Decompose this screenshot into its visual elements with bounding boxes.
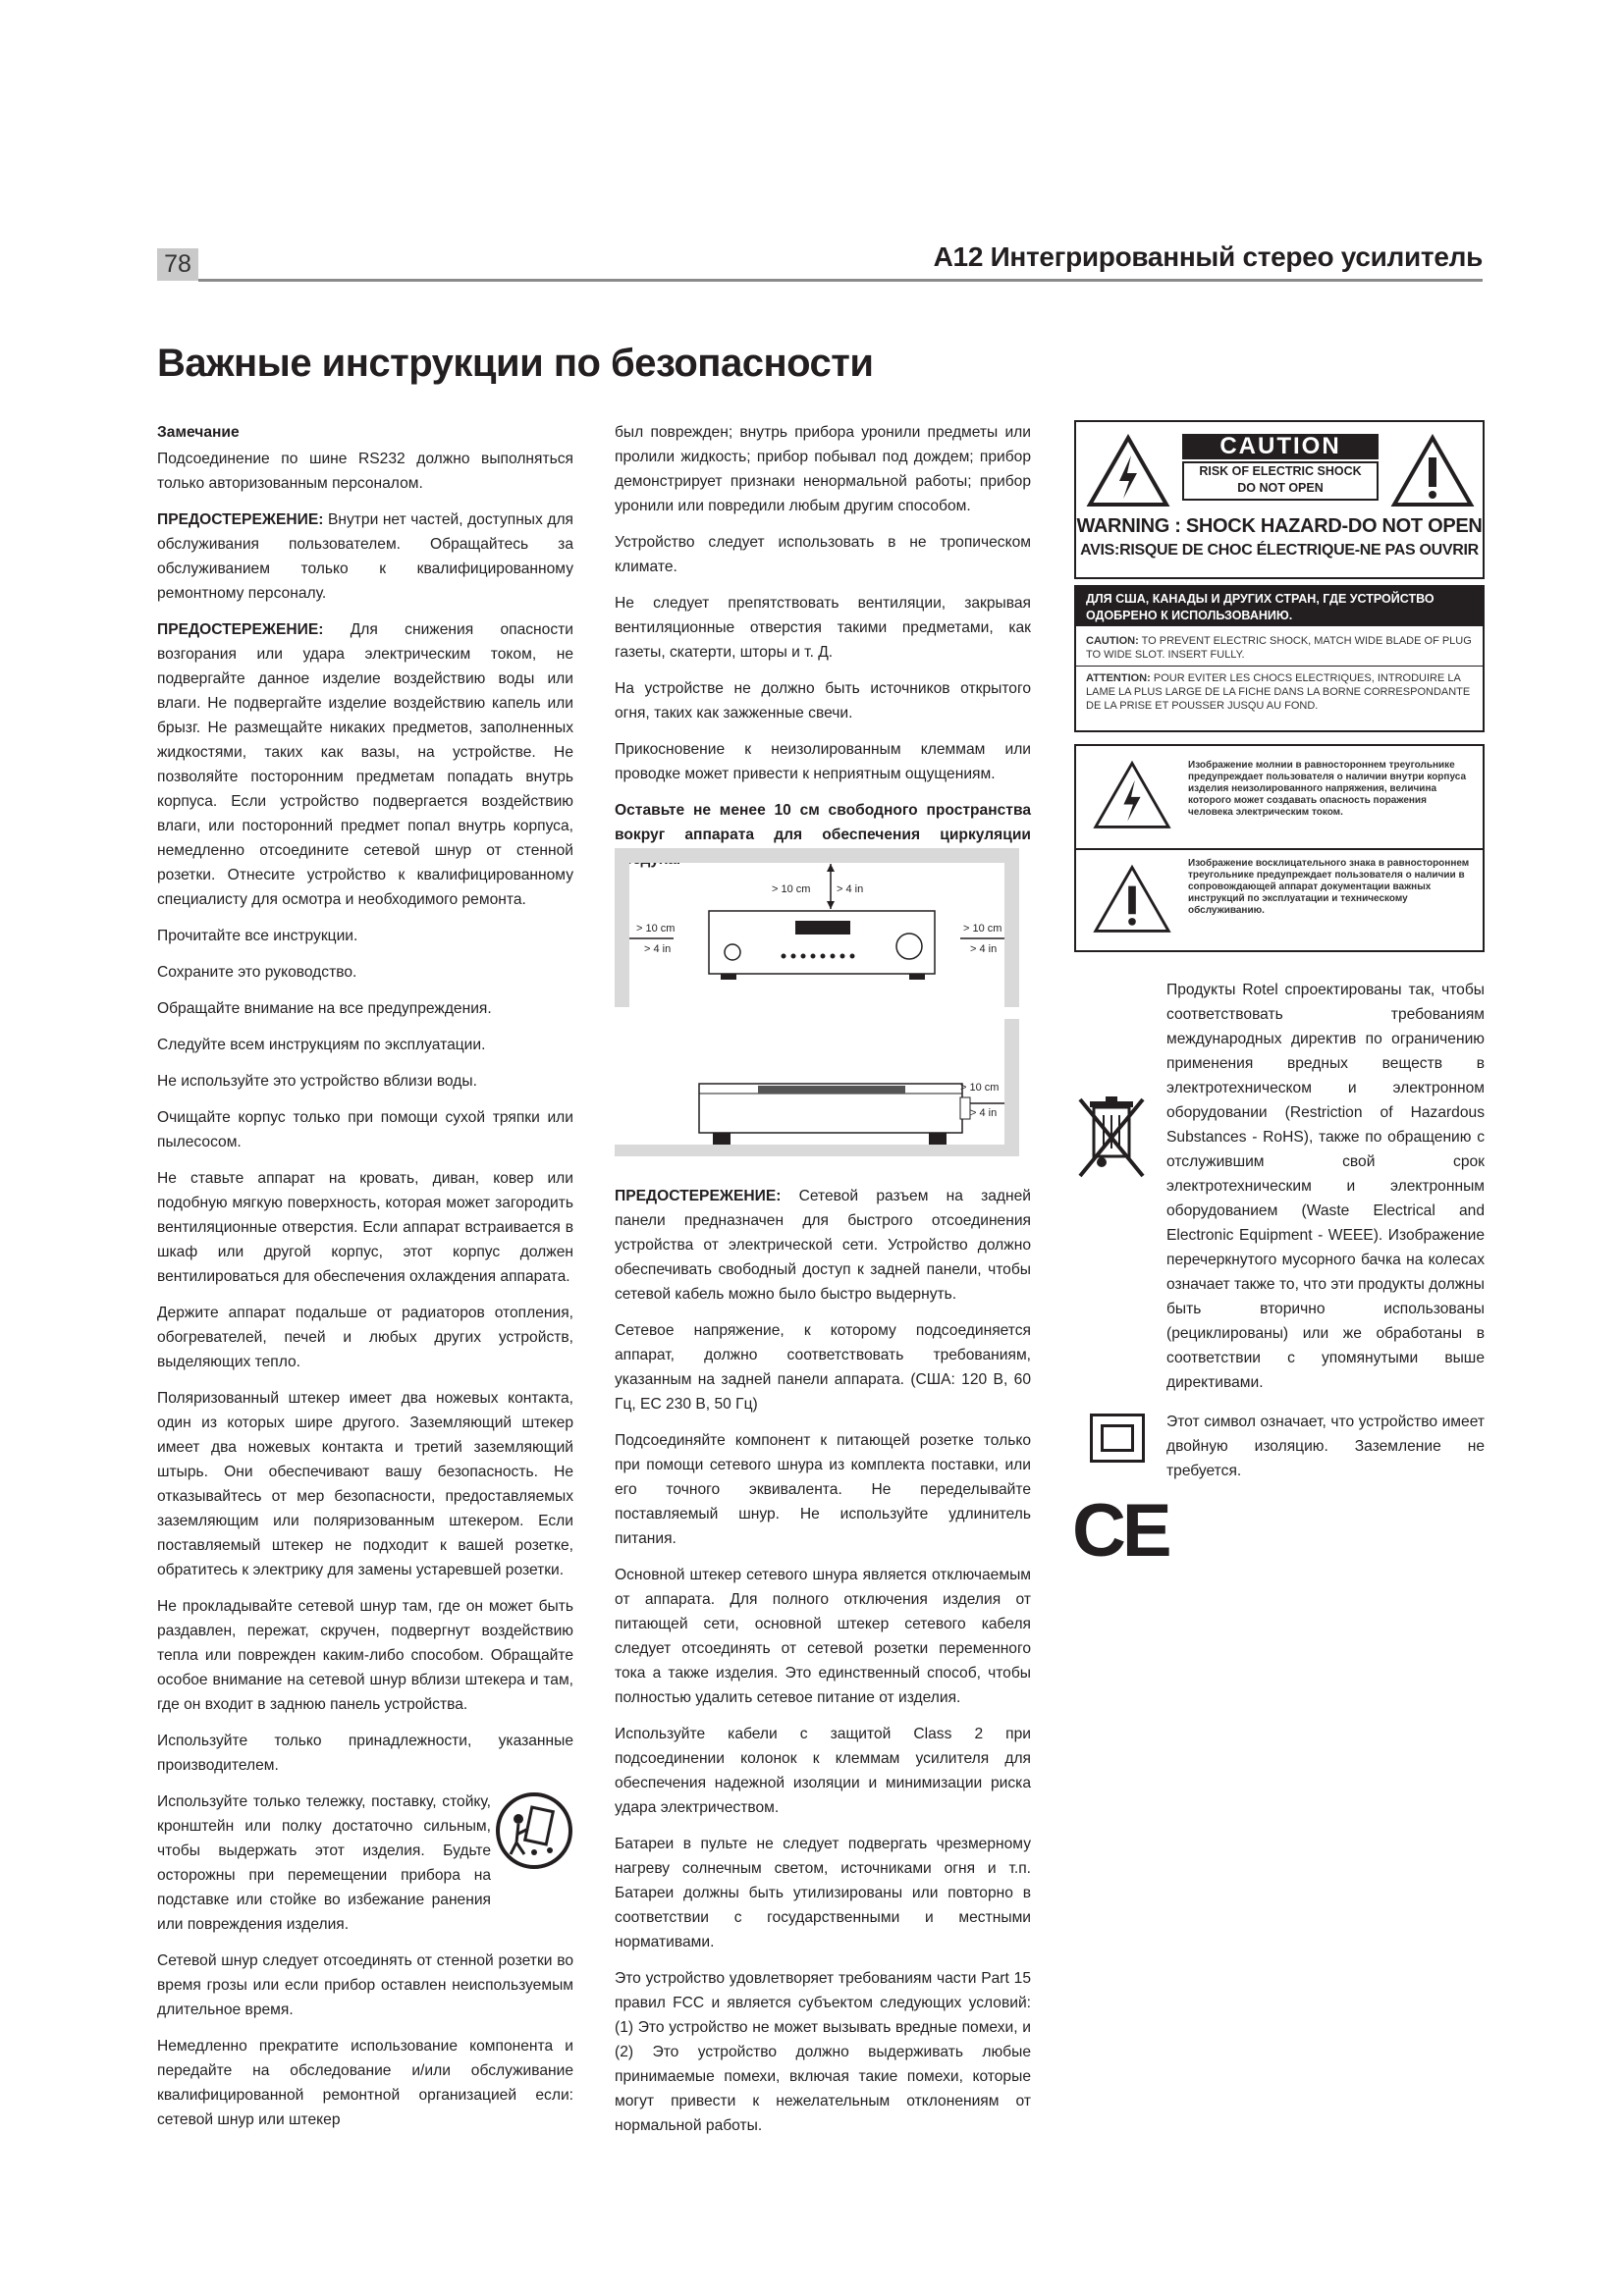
paragraph: Устройство следует использовать в не тропическом климате. — [615, 534, 1031, 575]
paragraph: Не используйте это устройство вблизи воды. — [157, 1073, 477, 1090]
paragraph: Сохраните это руководство. — [157, 964, 357, 981]
column-1 — [157, 420, 573, 2144]
dim-right-in: > 4 in — [970, 943, 998, 955]
paragraph: Используйте только тележку, поставку, стойку, кронштейн или полку достаточно сильным, чтобы выдержать этот изделия. Будьте осторожны при перемещении прибора на подставке или стойке во избежание ранения или повреждения изделия. — [157, 1793, 491, 1933]
exclamation-symbol-text: Изображение восклицательного знака в равностороннем треугольнике предупреждает пользователя о наличии в сопровождающей аппарат документации важных инструкций по эксплуатации и техническому обслуживанию. — [1188, 858, 1470, 916]
ce-mark-icon: CE — [1072, 1489, 1168, 1573]
paragraph: Прочитайте все инструкции. — [157, 928, 358, 944]
dim-right-cm: > 10 cm — [963, 923, 1002, 934]
column-3 — [1166, 978, 1485, 1407]
dim-top-in: > 4 in — [837, 883, 864, 895]
paragraph: Подсоединяйте компонент к питающей розетке только при помощи сетевого шнура из комплекта поставки, или его точного эквивалента. Не переделывайте поставляемый шнур. Не используйте удлинитель питания. — [615, 1432, 1031, 1547]
header-rule — [198, 279, 1483, 282]
paragraph: Поляризованный штекер имеет два ножевых контакта, один из которых шире другого. Заземляющий штекер имеет два ножевых контакта и третий заземляющий штырь. Они обеспечивают вашу безопасность. Не отказывайтесь от мер безопасности, предоставляемых заземляющим или поляризованным штекером. Если поставляемый штекер не подходит к вашей розетке, обратитесь к электрику для замены устаревшей розетки. — [157, 1390, 573, 1578]
exclamation-warning-icon — [1390, 434, 1475, 508]
paragraph: Подсоединение по шине RS232 должно выполняться только авторизованным персоналом. — [157, 451, 573, 492]
caution-title: CAUTION — [1182, 434, 1379, 459]
paragraph: Не ставьте аппарат на кровать, диван, ковер или подобную мягкую поверхность, которая может загородить вентиляционные отверстия. Если аппарат встраивается в шкаф или другой корпус, этот корпус должен вентилироваться для обеспечения охлаждения аппарата. — [157, 1170, 573, 1285]
plug-label-box — [1074, 585, 1485, 732]
dim-left-cm: > 10 cm — [636, 923, 676, 934]
caution-label-box — [1074, 420, 1485, 579]
plug-label-header: ДЛЯ США, КАНАДЫ И ДРУГИХ СТРАН, ГДЕ УСТРОЙСТВО ОДОБРЕНО К ИСПОЛЬЗОВАНИЮ. — [1076, 587, 1483, 626]
paragraph: Не следует препятствовать вентиляции, закрывая вентиляционные отверстия такими предметами, как газеты, скатерти, шторы и т. Д. — [615, 595, 1031, 661]
double-insulation-icon — [1090, 1414, 1145, 1463]
cart-warning-block — [157, 1789, 573, 1937]
paragraph: Это устройство удовлетворяет требованиям части Part 15 правил FCC и является субъектом следующих условий: (1) Это устройство не может вызывать вредные помехи, и (2) Это устройство должно выдерживать любые принимаемые помехи, включая такие помехи, которые могут привести к нежелательным отклонениям от нормальной работы. — [615, 1970, 1031, 2134]
warning-text: WARNING : SHOCK HAZARD-DO NOT OPEN — [1076, 515, 1483, 537]
lightning-symbol-text: Изображение молнии в равностороннем треугольнике предупреждает пользователя о наличии внутри корпуса изделия неизолированного напряжения, величина которого может создавать опасность поражения человека электрическим током. — [1188, 760, 1467, 818]
paragraph: Используйте только принадлежности, указанные производителем. — [157, 1733, 573, 1774]
paragraph: Очищайте корпус только при помощи сухой тряпки или пылесосом. — [157, 1109, 573, 1150]
page-number: 78 — [157, 248, 198, 281]
cart-tipover-icon — [495, 1791, 573, 1870]
page-title: Важные инструкции по безопасности — [157, 342, 874, 385]
paragraph: ПРЕДОСТЕРЕЖЕНИЕ: Для снижения опасности возгорания или удара электрическим током, не подвергайте данное изделие воздействию воды или влаги. Не подвергайте изделие воздействию капель или брызг. Не размещайте никаких предметов, заполненных жидкостями, таких как вазы, на устройстве. Не позволяйте посторонним предметам попадать внутрь корпуса. Если устройство подвергается воздействию влаги, или посторонний предмет попал внутрь корпуса, немедленно отсоедините сетевой шнур от стенной розетки. Отнесите устройство к квалифицированному специалисту для осмотра и необходимого ремонта. — [157, 621, 573, 908]
dim-side-in: > 4 in — [970, 1107, 998, 1119]
avis-text: AVIS:RISQUE DE CHOC ÉLECTRIQUE-NE PAS OUVRIR — [1080, 542, 1479, 559]
caution-label: ПРЕДОСТЕРЕЖЕНИЕ: — [615, 1188, 782, 1204]
ventilation-diagram-front — [615, 840, 1031, 1007]
caution-label: ПРЕДОСТЕРЕЖЕНИЕ: — [157, 511, 324, 528]
plug-attention-text: ATTENTION: POUR EVITER LES CHOCS ELECTRIQUES, INTRODUIRE LA LAME LA PLUS LARGE DE LA FICHE DANS LA BORNE CORRESPONDANTE DE LA PRISE ET POUSSER JUSQU AU FOND. — [1086, 672, 1471, 712]
paragraph: ПРЕДОСТЕРЕЖЕНИЕ: Сетевой разъем на задней панели предназначен для быстрого отсоединения устройства от электрической сети. Устройство должно обеспечивать свободный доступ к задней панели, чтобы сетевой кабель можно было быстро выдернуть. — [615, 1188, 1031, 1303]
paragraph: ПРЕДОСТЕРЕЖЕНИЕ: Внутри нет частей, доступных для обслуживания пользователем. Обращайтесь за обслуживанием только к квалифицированному ремонтному персоналу. — [157, 511, 573, 602]
paragraph: Держите аппарат подальше от радиаторов отопления, обогревателей, печей и любых других устройств, выделяющих тепло. — [157, 1305, 573, 1370]
column-2 — [615, 420, 1031, 883]
dim-left-in: > 4 in — [644, 943, 672, 955]
column-2-bottom — [615, 1184, 1031, 2150]
caution-label: ПРЕДОСТЕРЕЖЕНИЕ: — [157, 621, 324, 638]
symbols-explanation-box — [1074, 744, 1485, 952]
lightning-warning-icon — [1086, 434, 1170, 508]
paragraph: Обращайте внимание на все предупреждения. — [157, 1000, 492, 1017]
ventilation-diagram-side — [615, 1019, 1031, 1156]
paragraph: был поврежден; внутрь прибора уронили предметы или пролили жидкость; прибор побывал под дождем; прибор демонстрирует признаки ненормальной работы; прибор уронили или повредили любым другим способом. — [615, 424, 1031, 514]
header-title: A12 Интегрированный стерео усилитель — [933, 241, 1483, 272]
note-label: Замечание — [157, 424, 240, 441]
paragraph: Сетевой шнур следует отсоединять от стенной розетки во время грозы или если прибор оставлен неиспользуемым длительное время. — [157, 1952, 573, 2018]
paragraph: Оставьте не менее 10 см свободного пространства вокруг аппарата для обеспечения циркуляции — [615, 802, 1031, 843]
dim-side-cm: > 10 cm — [960, 1082, 1000, 1094]
weee-crossed-bin-icon — [1074, 1094, 1149, 1182]
paragraph: Прикосновение к неизолированным клеммам или проводке может привести к неприятным ощущениям. — [615, 741, 1031, 782]
plug-caution-text: CAUTION: TO PREVENT ELECTRIC SHOCK, MATCH WIDE BLADE OF PLUG TO WIDE SLOT. INSERT FULLY. — [1086, 635, 1472, 661]
paragraph: Батареи в пульте не следует подвергать чрезмерному нагреву солнечным светом, источниками огня и т.п. Батареи должны быть утилизированы или повторно в соответствии с государственными и местными нормативами. — [615, 1836, 1031, 1950]
paragraph: Немедленно прекратите использование компонента и передайте на обследование и/или обслуживание квалифицированной ремонтной организацией если: сетевой шнур или штекер — [157, 2038, 573, 2128]
class2-text-block — [1166, 1410, 1485, 1495]
caution-subtitle: RISK OF ELECTRIC SHOCK DO NOT OPEN — [1182, 461, 1379, 501]
paragraph: Не прокладывайте сетевой шнур там, где он может быть раздавлен, пережат, скручен, подвергнут воздействию тепла или поврежден каким-либо способом. Обращайте особое внимание на сетевой шнур вблизи штекера и там, где он входит в заднюю панель устройства. — [157, 1598, 573, 1713]
lightning-triangle-icon — [1092, 758, 1172, 832]
paragraph: Используйте кабели с защитой Class 2 при подсоединении колонок к клеммам усилителя для обеспечения надежной изоляции и минимизации риска удара электричеством. — [615, 1726, 1031, 1816]
paragraph: Следуйте всем инструкциям по эксплуатации. — [157, 1037, 486, 1053]
dim-top-cm: > 10 cm — [772, 883, 811, 895]
paragraph: На устройстве не должно быть источников открытого огня, таких как зажженные свечи. — [615, 680, 1031, 721]
divider — [1076, 666, 1483, 667]
paragraph: Основной штекер сетевого шнура является отключаемым от аппарата. Для полного отключения изделия от питающей сети, основной штекер сетевого кабеля следует отсоединять от сетевой розетки переменного тока а также изделия. Это единственный способ, чтобы полностью удалить сетевое питание от изделия. — [615, 1567, 1031, 1706]
exclamation-triangle-icon — [1092, 862, 1172, 936]
divider — [1076, 848, 1483, 850]
rohs-paragraph: Продукты Rotel спроектированы так, чтобы соответствовать требованиям международных директив по ограничению применения вредных веществ в электротехническом и электронном оборудовании (Restriction of Hazardous Substances - RoHS), также по обращению с отслужившим свой срок электротехническим и электронным оборудованием (Waste Electrical and Electronic Equipment - WEEE). Изображение перечеркнутого мусорного бачка на колесах означает также то, что эти продукты должны быть вторично использованы (рециклированы) или же обработаны в соответствии с упомянутыми выше директивами. — [1166, 982, 1485, 1391]
class2-paragraph: Этот символ означает, что устройство имеет двойную изоляцию. Заземление не требуется. — [1166, 1414, 1485, 1479]
paragraph: Сетевое напряжение, к которому подсоединяется аппарат, должно соответствовать требованиям, указанным на задней панели аппарата. (США: 120 В, 60 Гц, ЕС 230 В, 50 Гц) — [615, 1322, 1031, 1413]
